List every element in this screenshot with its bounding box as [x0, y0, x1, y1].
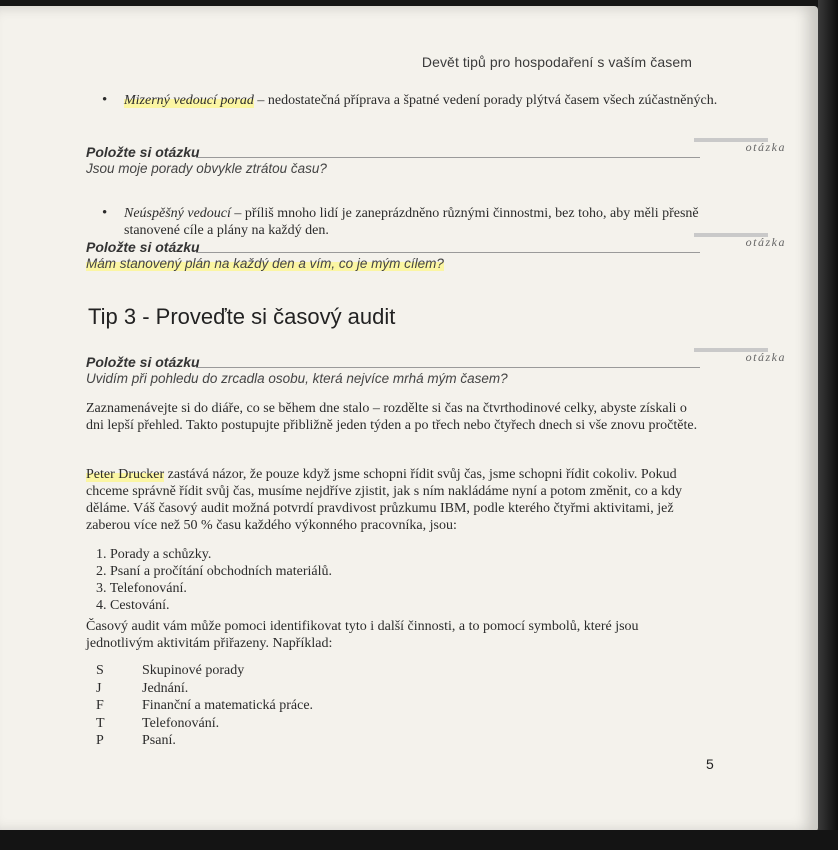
question-tag: otázka	[745, 140, 786, 154]
bullet-dot-icon: •	[102, 92, 108, 108]
page-number: 5	[706, 756, 714, 772]
list-item: 3. Telefonování.	[96, 581, 187, 596]
divider	[196, 157, 700, 158]
bullet-text: – nedostatečná příprava a špatné vedení porady plýtvá časem všech zúčastněných.	[253, 93, 718, 108]
code-row	[96, 715, 313, 733]
book-page	[0, 6, 818, 832]
bullet-item	[86, 92, 736, 109]
question-tag: otázka	[745, 350, 786, 364]
paragraph: Časový audit vám může pomoci identifikovat tyto i další činnosti, a to pomocí symbolů, které jsou jednotlivým aktivitám přiřazeny. Například:	[86, 619, 639, 651]
code-row	[96, 732, 313, 750]
code-label: Jednání.	[142, 680, 189, 696]
code-label: Skupinové porady	[142, 663, 245, 678]
paragraph: Zaznamenávejte si do diáře, co se během dne stalo – rozdělte si čas na čtvrthodinové celky, abyste získali o dni lepší přehled. Takto postupujte přibližně jeden týden a po třech nebo čtyřech dnech si vše znovu pročtěte.	[86, 401, 698, 433]
code-key: P	[96, 733, 104, 748]
question-text: Uvidím při pohledu do zrcadla osobu, která nejvíce mrhá mým časem?	[86, 371, 508, 386]
code-row	[96, 697, 313, 715]
list-item: 4. Cestování.	[96, 598, 170, 613]
bullet-term: Mizerný vedoucí porad	[124, 93, 254, 108]
scan-edge-bottom	[0, 830, 838, 850]
divider	[196, 252, 700, 253]
question-text: Jsou moje porady obvykle ztrátou času?	[86, 161, 327, 176]
question-heading: Položte si otázku otázka	[86, 140, 786, 160]
section-title: Tip 3 - Proveďte si časový audit	[88, 304, 396, 329]
running-header: Devět tipů pro hospodaření s vaším časem	[421, 54, 692, 70]
code-row	[96, 680, 313, 698]
question-heading: Položte si otázku otázka	[86, 235, 786, 255]
bullet-dot-icon: •	[102, 205, 108, 221]
code-label: Telefonování.	[142, 715, 220, 731]
code-key: J	[96, 680, 102, 696]
activity-codes	[96, 662, 313, 750]
bullet-item	[86, 205, 736, 239]
code-row	[96, 662, 313, 680]
divider	[196, 367, 700, 368]
question-text: Mám stanovený plán na každý den a vím, co je mým cílem?	[86, 256, 444, 271]
question-heading: Položte si otázku otázka	[86, 350, 786, 370]
activities-list	[96, 546, 332, 614]
code-label: Psaní.	[142, 733, 176, 748]
highlighted-name: Peter Drucker	[86, 467, 165, 482]
code-key: F	[96, 698, 104, 713]
bullet-text: – příliš mnoho lidí je zaneprázdněno různými činnostmi, bez toho, aby měli přesně stanovené cíle a plány na každý den.	[124, 206, 699, 238]
scan-edge-right	[818, 0, 838, 850]
bullet-term: Neúspěšný vedoucí	[124, 206, 231, 221]
code-label: Finanční a matematická práce.	[142, 698, 314, 713]
code-key: S	[96, 663, 104, 678]
code-key: T	[96, 715, 105, 731]
question-tag: otázka	[745, 235, 786, 249]
list-item: 1. Porady a schůzky.	[96, 547, 212, 562]
list-item: 2. Psaní a pročítání obchodních materiálů.	[96, 564, 332, 579]
paragraph: Peter Drucker zastává názor, že pouze když jsme schopni řídit svůj čas, jsme schopni řídit cokoliv. Pokud chceme správně řídit svůj čas, musíme nejdříve zjistit, jak s ním nakládáme nyní a potom změnit, co a kdy děláme. Váš časový audit možná potvrdí pravdivost průzkumu IBM, podle kterého čtyřmi aktivitami, jež zaberou více než 50 % času každého výkonného pracovníka, jsou:	[86, 467, 683, 533]
